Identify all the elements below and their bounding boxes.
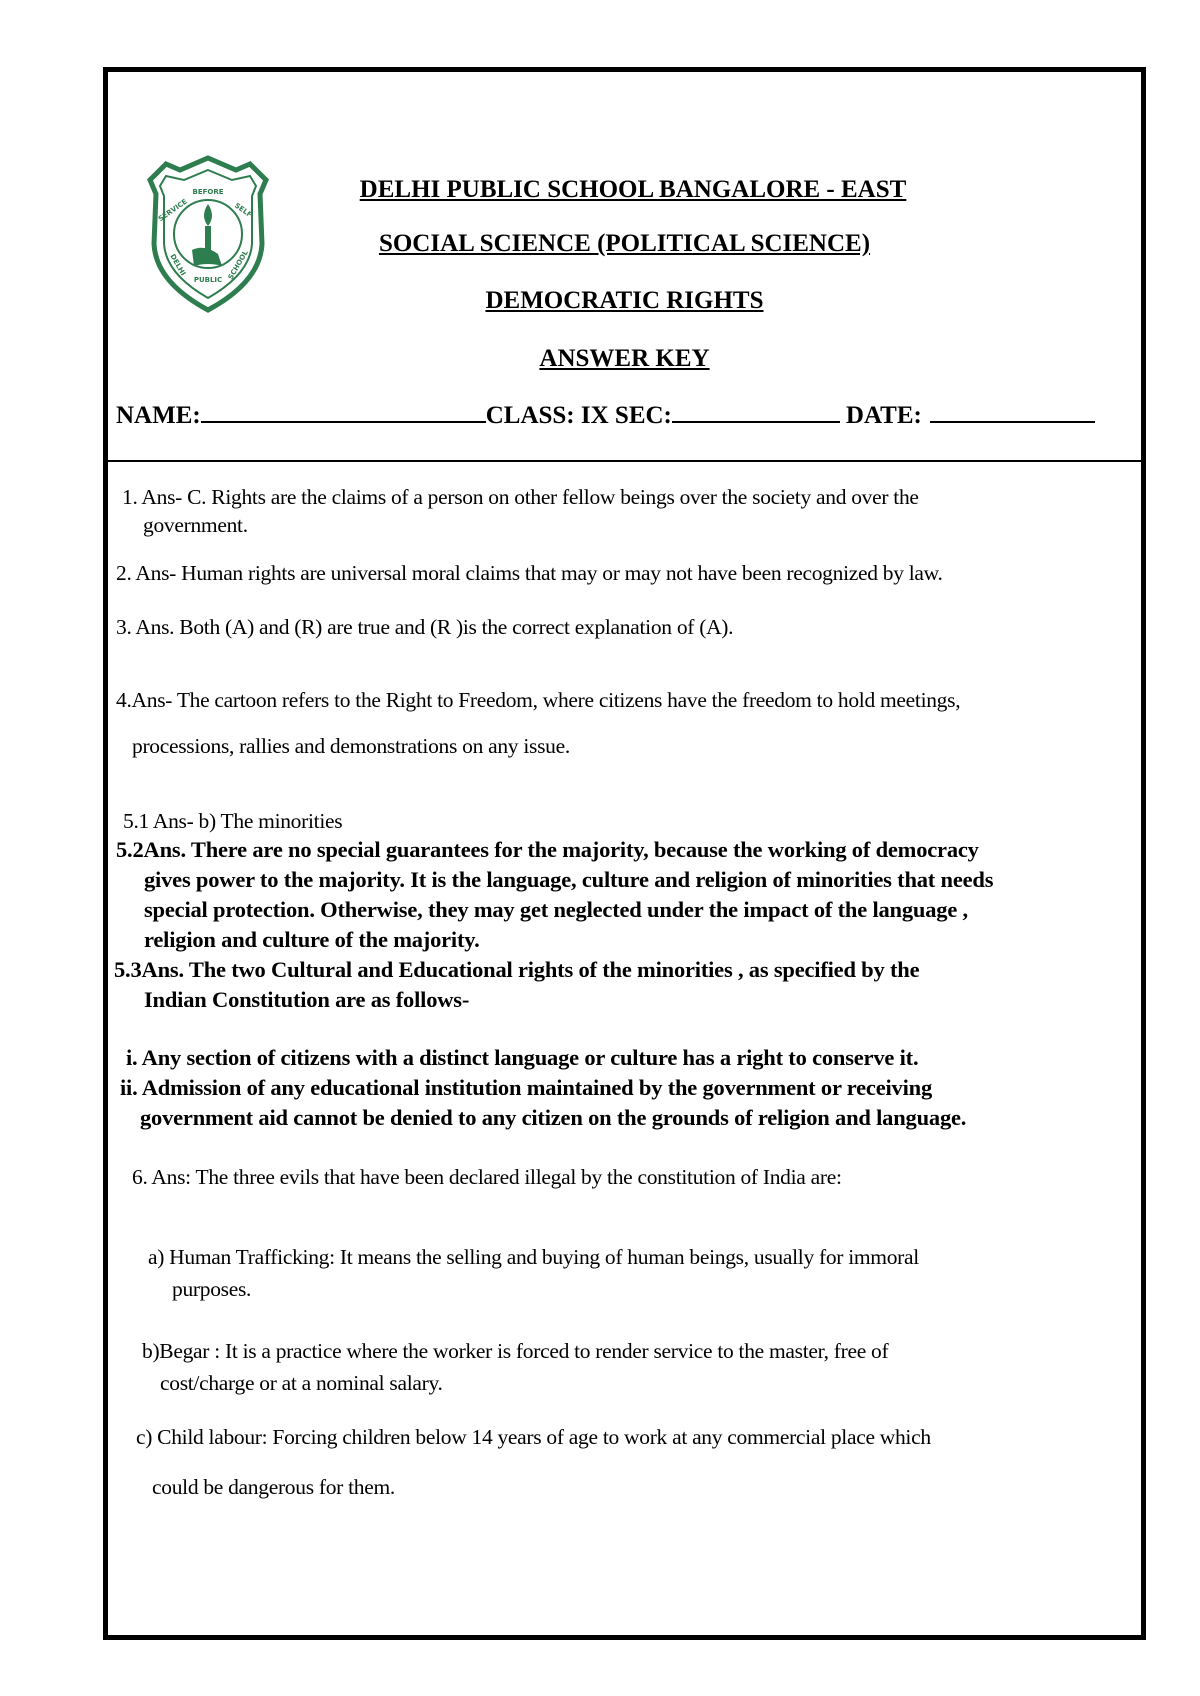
- answer-1-line-1: 1. Ans- C. Rights are the claims of a person on other fellow beings over the society and over the: [122, 485, 919, 509]
- answer-5-3-line-1: 5.3Ans. The two Cultural and Educational rights of the minorities , as specified by the: [114, 957, 920, 982]
- answer-6-a-line-1: a) Human Trafficking: It means the selling and buying of human beings, usually for immoral: [148, 1245, 919, 1269]
- answer-5-2-line-1: 5.2Ans. There are no special guarantees for the majority, because the working of democracy: [116, 837, 979, 862]
- class-label: CLASS: IX SEC:: [485, 402, 672, 429]
- answer-6-a-line-2: purposes.: [172, 1277, 252, 1301]
- answer-5-2-line-4: religion and culture of the majority.: [144, 927, 480, 952]
- crest-word-bottom: PUBLIC: [193, 276, 223, 284]
- answer-5-3-item-ii-line-1: ii. Admission of any educational institution maintained by the government or receiving: [120, 1075, 933, 1100]
- answer-3: 3. Ans. Both (A) and (R) are true and (R )is the correct explanation of (A).: [116, 615, 734, 639]
- name-label: NAME:: [116, 402, 201, 429]
- page-frame: [103, 67, 1146, 1640]
- header-divider: [108, 460, 1141, 462]
- answer-6-c-line-1: c) Child labour: Forcing children below 14 years of age to work at any commercial place which: [136, 1425, 931, 1449]
- crest-word-bottom-right: SCHOOL: [226, 248, 250, 282]
- crest-word-bottom-left: DELHI: [168, 252, 188, 278]
- answer-2: 2. Ans- Human rights are universal moral claims that may or may not have been recognized by law.: [116, 561, 943, 585]
- answer-4-line-2: processions, rallies and demonstrations on any issue.: [132, 734, 570, 758]
- answer-5-1: 5.1 Ans- b) The minorities: [123, 809, 343, 833]
- date-label: DATE:: [845, 402, 922, 429]
- answer-5-3-item-i: i. Any section of citizens with a distinct language or culture has a right to conserve it.: [126, 1045, 919, 1070]
- answer-6-b-line-2: cost/charge or at a nominal salary.: [160, 1371, 443, 1395]
- name-field[interactable]: [201, 399, 486, 423]
- school-name: DELHI PUBLIC SCHOOL BANGALORE - EAST: [359, 176, 907, 203]
- chapter-title: DEMOCRATIC RIGHTS: [485, 287, 764, 314]
- answer-4-line-1: 4.Ans- The cartoon refers to the Right to Freedom, where citizens have the freedom to hold meetings,: [116, 688, 961, 712]
- answer-6: 6. Ans: The three evils that have been declared illegal by the constitution of India are:: [132, 1165, 842, 1189]
- answer-5-2-line-2: gives power to the majority. It is the language, culture and religion of minorities that needs: [144, 867, 994, 892]
- date-field[interactable]: [930, 399, 1095, 423]
- subject-title: SOCIAL SCIENCE (POLITICAL SCIENCE): [378, 230, 871, 257]
- crest-word-top: BEFORE: [192, 188, 224, 196]
- answer-6-b-line-1: b)Begar : It is a practice where the worker is forced to render service to the master, free of: [142, 1339, 889, 1363]
- answer-5-2-line-3: special protection. Otherwise, they may get neglected under the impact of the language ,: [144, 897, 968, 922]
- crest-word-left: SERVICE: [156, 197, 189, 224]
- crest-word-right: SELF: [233, 201, 254, 220]
- answer-6-c-line-2: could be dangerous for them.: [152, 1475, 395, 1499]
- answer-5-3-item-ii-line-2: government aid cannot be denied to any citizen on the grounds of religion and language.: [140, 1105, 967, 1130]
- section-field[interactable]: [672, 399, 840, 423]
- answer-1-line-2: government.: [143, 513, 248, 537]
- student-info-line: [116, 399, 1095, 430]
- answer-5-3-line-2: Indian Constitution are as follows-: [144, 987, 470, 1012]
- document-type: ANSWER KEY: [539, 345, 710, 372]
